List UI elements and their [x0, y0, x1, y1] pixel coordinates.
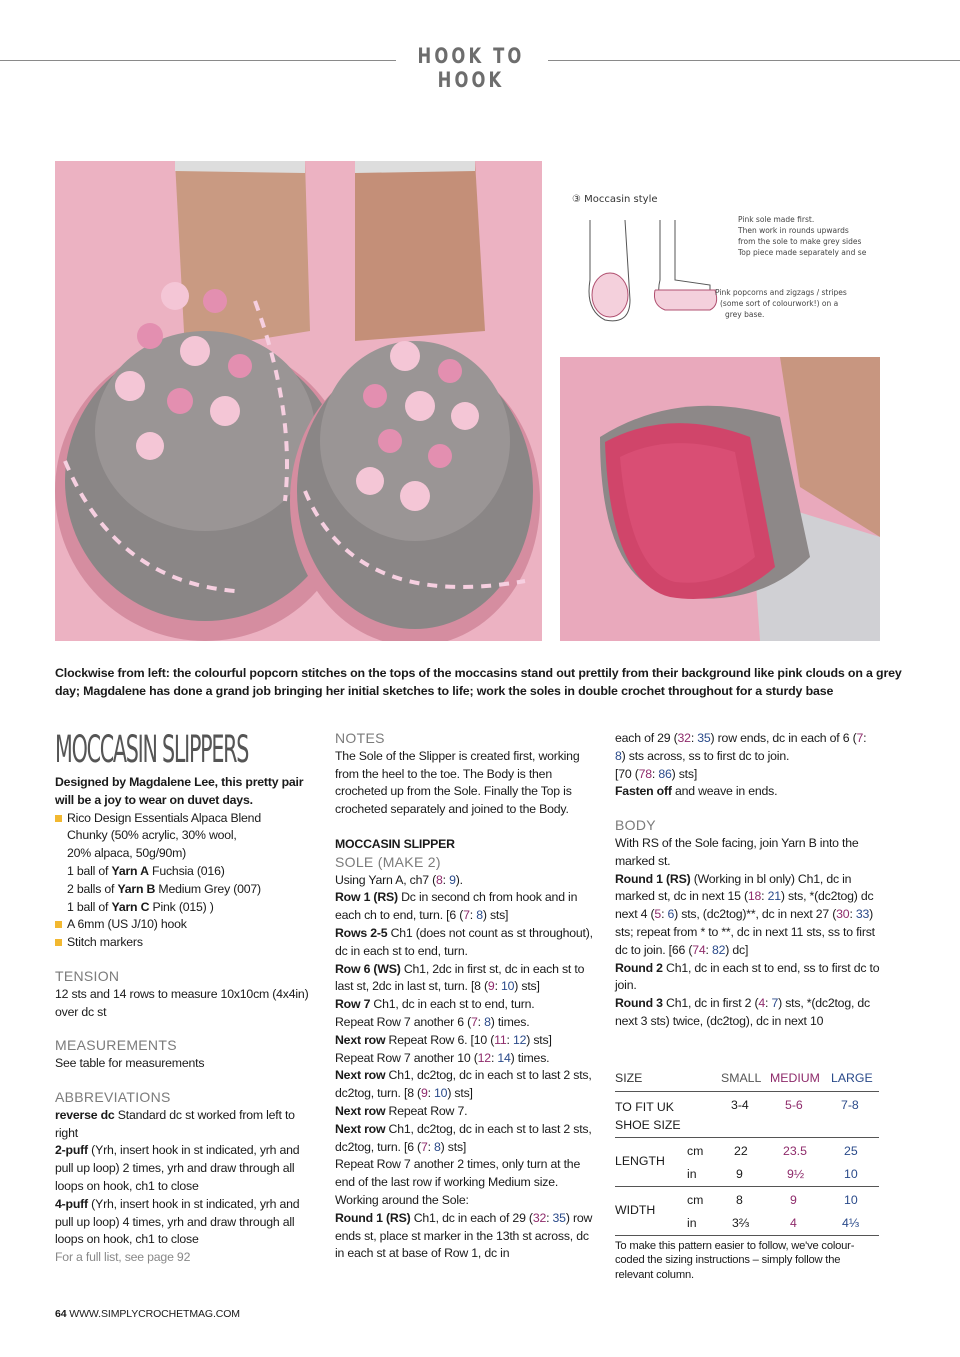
column-1: [55, 730, 320, 1267]
sketch-heading: ③ Moccasin style: [572, 194, 658, 205]
bullet-icon: [55, 815, 62, 822]
pattern-title: MOCCASIN SLIPPERS: [55, 728, 249, 771]
table-row: SIZE SMALL MEDIUM LARGE: [615, 1068, 879, 1092]
abbreviation-item: reverse dc Standard dc st worked from left to right: [55, 1107, 295, 1140]
bullet-icon: [55, 939, 62, 946]
table-row: WIDTH cm in 8 9 10 3⅔ 4 4⅓: [615, 1187, 879, 1236]
column-2: [335, 730, 595, 1263]
header-rule-right: [548, 60, 960, 61]
abbreviations-heading: ABBREVIATIONS: [55, 1088, 171, 1105]
measurements-text: See table for measurements: [55, 1056, 205, 1071]
instruction-list: Using Yarn A, ch7 (8: 9). Row 1 (RS) Dc in second ch from hook and in each ch to end, turn. [6 (7: 8) sts] Rows 2-5 Ch1 (does not count as st throughout), dc in each st to end, turn. Row 6 (WS) Ch1, 2dc in first st, dc in each st to last st, 2dc in last st, turn. [8 (9: 10) sts] Row 7 Ch1, dc in each st to end, turn. Repeat Row 7 another 6 (7: 8) times. Next row Repeat Row 6. [10 (11: 12) sts] Repeat Row 7 another 10 (12: 14) times. Next row Ch1, dc2tog, dc in each st to last 2 sts, dc2tog, turn. [8 (9: 10) sts] Next row Repeat Row 7. Next row Ch1, dc2tog, dc in each st to last 2 sts, dc2tog, turn. [6 (7: 8) sts] Repeat Row 7 another 2 times, only turn at the end of the last row if working Medium size. Working around the Sole: Round 1 (RS) Ch1, dc in each of 29 (32: 35) row ends st, place st marker in the 13th st across, dc in each st at base of Row 1, dc in: [335, 872, 593, 1261]
column-3: [615, 730, 880, 1031]
pattern-intro: Designed by Magdalene Lee, this pretty pair will be a joy to wear on duvet days.: [55, 775, 304, 807]
sole-heading: SOLE (MAKE 2): [335, 853, 441, 870]
instruction-list: With RS of the Sole facing, join Yarn B into the marked st. Round 1 (RS) (Working in bl only) Ch1, dc in marked st, dc in next 15 (18: 21) sts, *(dc2tog) dc next 4 (5: 6) sts, (dc2tog)**, dc in next 27 (30: 33) sts; repeat from * to **, dc in next 11 sts, ss to first dc to join. [66 (74: 82) dc] Round 2 Ch1, dc in each st to end, ss to first dc to join. Round 3 Ch1, dc in first 2 (4: 7) sts, *(dc2tog, dc next 3 sts) twice, (dc2tog), dc in next 10: [615, 835, 880, 1028]
instruction-list: each of 29 (32: 35) row ends, dc in each of 6 (7: 8) sts across, ss to first dc to join. [70 (78: 86) sts] Fasten off and weave in ends.: [615, 731, 867, 799]
sole-photo: [560, 357, 880, 641]
website-link: WWW.SIMPLYCROCHETMAG.COM: [66, 1308, 240, 1320]
notes-heading: NOTES: [335, 730, 385, 746]
abbreviation-item: 2-puff (Yrh, insert hook in st indicated, yrh and pull up loop) 2 times, yrh and draw through all loops on hook, ch1 to close: [55, 1143, 300, 1193]
abbreviations-more: For a full list, see page 92: [55, 1250, 191, 1265]
measurements-heading: MEASUREMENTS: [55, 1037, 177, 1054]
header-rule-left: [0, 60, 396, 61]
svg-text:Then work in rounds upwards: Then work in rounds upwards: [738, 226, 849, 235]
list-item: A 6mm (US J/10) hook: [55, 916, 320, 934]
section-title: HOOK TO HOOK: [417, 44, 525, 92]
tension-text: 12 sts and 14 rows to measure 10x10cm (4x4in) over dc st: [55, 986, 309, 1019]
svg-text:from the sole to make grey sid: from the sole to make grey sides: [738, 237, 862, 246]
body-heading: BODY: [615, 817, 656, 834]
page-number: 64: [55, 1308, 67, 1320]
notes-text: The Sole of the Slipper is created first, working from the heel to the toe. The Body is then crocheted up from the Sole. Finally the Top is crocheted separately and joined to the Body.: [335, 748, 580, 817]
size-table: [615, 1068, 879, 1236]
slipper-heading: MOCCASIN SLIPPER: [335, 836, 455, 851]
svg-text:(some sort of colourwork!) on: (some sort of colourwork!) on a: [720, 299, 839, 308]
design-sketch: [560, 180, 880, 335]
tension-heading: TENSION: [55, 967, 120, 984]
list-item: Stitch markers: [55, 934, 320, 952]
abbreviation-item: 4-puff (Yrh, insert hook in st indicated, yrh and pull up loop) 4 times, yrh and draw through all loops on hook, ch1 to close: [55, 1196, 300, 1247]
requirements-list: Rico Design Essentials Alpaca Blend Chunky (50% acrylic, 30% wool, 20% alpaca, 50g/90m) 1 ball of Yarn A Fuchsia (016) 2 balls of Yarn B Medium Grey (007) 1 ball of Yarn C Pink (015) ) A 6mm (US J/10) hook Stitch markers: [55, 810, 320, 952]
table-row: TO FIT UK SHOE SIZE 3-4 5-6 7-8: [615, 1092, 879, 1138]
table-note: To make this pattern easier to follow, we've colour-coded the sizing instructions – simply follow the relevant column.: [615, 1240, 855, 1281]
list-item: Rico Design Essentials Alpaca Blend: [55, 810, 320, 828]
svg-text:Top piece made separately and: Top piece made separately and se: [738, 248, 867, 257]
bullet-icon: [55, 921, 62, 928]
photo-caption: Clockwise from left: the colourful popcorn stitches on the tops of the moccasins stand out prettily from their background like pink clouds on a grey day; Magdalene has done a grand job bringing her initial sketches to life; work the soles in double crochet throughout for a sturdy base: [55, 666, 902, 698]
svg-text:Pink popcorns and zigzags / st: Pink popcorns and zigzags / stripes: [715, 288, 847, 297]
svg-text:Pink sole made first.: Pink sole made first.: [738, 215, 815, 224]
slippers-photo: [55, 161, 542, 641]
page-footer: [55, 1308, 240, 1320]
table-row: LENGTH cm in 22 23.5 25 9 9½ 10: [615, 1138, 879, 1187]
svg-text:grey base.: grey base.: [725, 310, 765, 319]
